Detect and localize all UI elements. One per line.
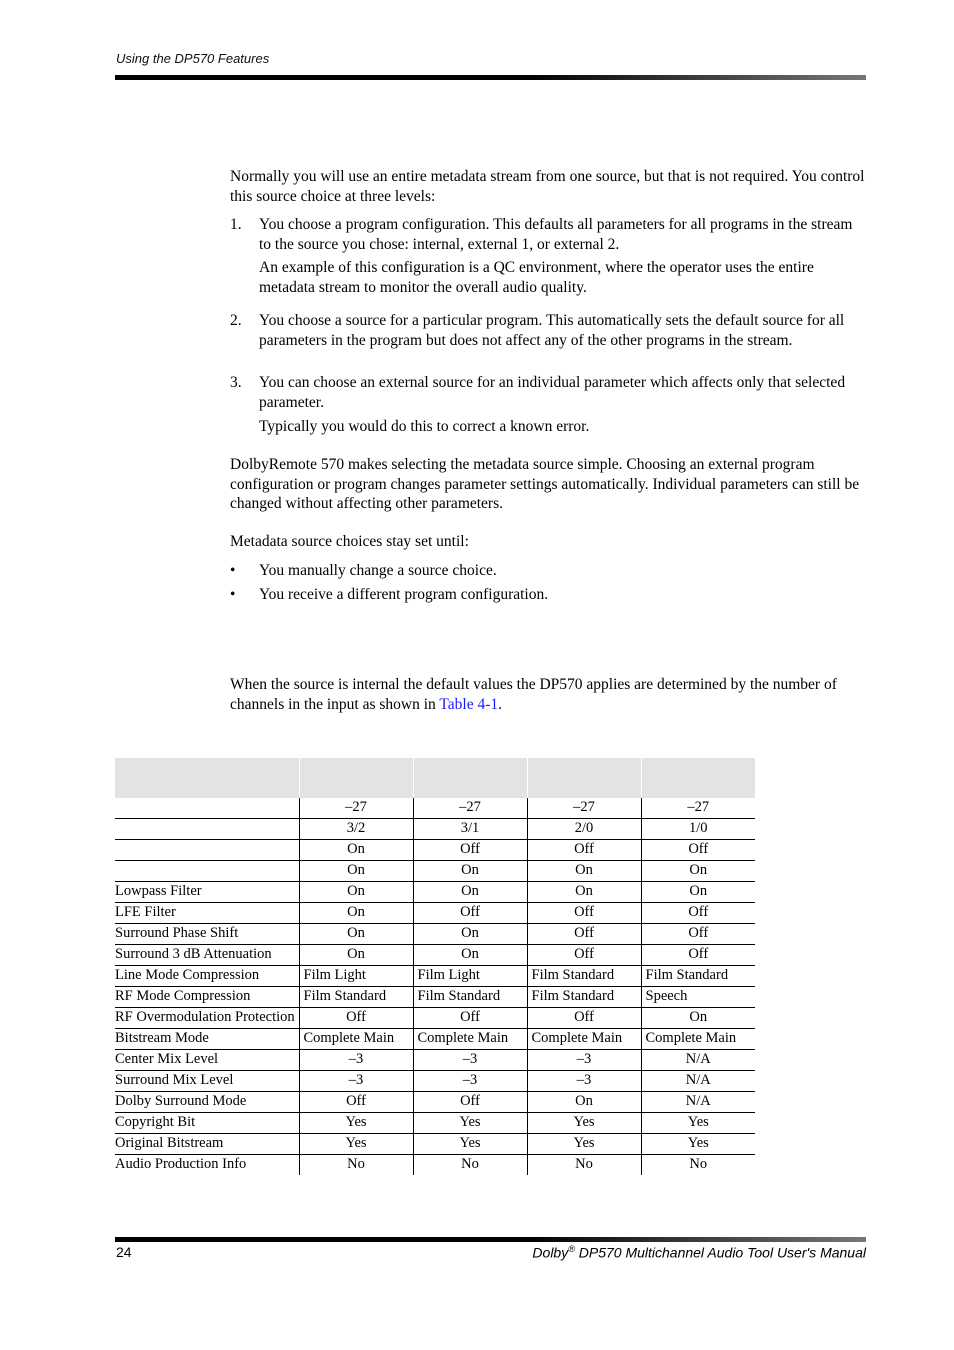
table-cell: Off — [413, 1008, 527, 1029]
table-cell: Off — [299, 1092, 413, 1113]
table-cell: –3 — [413, 1050, 527, 1071]
table-cell: On — [413, 945, 527, 966]
table-row — [115, 798, 755, 819]
table-cell: Yes — [413, 1134, 527, 1155]
row-label: Surround 3 dB Attenuation — [115, 945, 299, 966]
table-cell: Film Standard — [299, 987, 413, 1008]
table-row — [115, 1134, 755, 1155]
table-cell: Speech — [641, 987, 755, 1008]
running-header: Using the DP570 Features — [116, 51, 270, 66]
page-number: 24 — [116, 1244, 132, 1260]
table-body — [115, 798, 755, 1175]
table-cell: –27 — [527, 798, 641, 819]
table-row — [115, 882, 755, 903]
paragraph-internal-source — [230, 675, 866, 714]
table-header-row — [115, 758, 755, 798]
table-cell: Off — [527, 1008, 641, 1029]
table-header-cell — [299, 758, 413, 798]
table-cell: No — [527, 1155, 641, 1176]
row-label: Dolby Surround Mode — [115, 1092, 299, 1113]
table-cell: Yes — [641, 1113, 755, 1134]
table-row — [115, 1113, 755, 1134]
table-cell: On — [299, 903, 413, 924]
bullet-icon: • — [230, 562, 236, 579]
paragraph-end: . — [498, 695, 502, 713]
table-row — [115, 840, 755, 861]
table-cell: Complete Main — [641, 1029, 755, 1050]
table-cell: 2/0 — [527, 819, 641, 840]
table-row — [115, 966, 755, 987]
row-label — [115, 798, 299, 819]
row-label — [115, 840, 299, 861]
table-cell: Complete Main — [527, 1029, 641, 1050]
list-number: 3. — [230, 374, 242, 391]
table-cell: Off — [641, 924, 755, 945]
table-cell: Film Light — [299, 966, 413, 987]
table-cell: Yes — [527, 1134, 641, 1155]
row-label: Bitstream Mode — [115, 1029, 299, 1050]
table-cell: On — [299, 861, 413, 882]
table-cell: –27 — [299, 798, 413, 819]
table-cell: On — [413, 861, 527, 882]
table-cell: Complete Main — [413, 1029, 527, 1050]
table-cell: Yes — [527, 1113, 641, 1134]
table-cell: Off — [641, 903, 755, 924]
table-cell: Off — [413, 1092, 527, 1113]
registered-mark: ® — [568, 1244, 575, 1254]
table-cell: Yes — [299, 1134, 413, 1155]
table-cell: On — [527, 882, 641, 903]
table-cell: –3 — [527, 1071, 641, 1092]
table-cell: Film Standard — [413, 987, 527, 1008]
row-label: Surround Mix Level — [115, 1071, 299, 1092]
table-cell: Yes — [413, 1113, 527, 1134]
table-cell: Off — [413, 903, 527, 924]
table-cell: Yes — [299, 1113, 413, 1134]
table-header-cell — [413, 758, 527, 798]
table-cell: Film Standard — [641, 966, 755, 987]
table-row — [115, 1050, 755, 1071]
header-rule — [115, 75, 866, 80]
list-item-note: An example of this configuration is a QC environment, where the operator uses the entire metadata stream to monitor the overall audio quality. — [259, 259, 814, 296]
list-item: You choose a source for a particular program. This automatically sets the default source for all parameters in the program but does not affect any of the other programs in the stream. — [259, 312, 845, 349]
paragraph-dolbyremote: DolbyRemote 570 makes selecting the metadata source simple. Choosing an external program configuration or program changes parameter settings automatically. Individual parameters can still be changed without affecting other parameters. — [230, 456, 860, 512]
row-label: Audio Production Info — [115, 1156, 247, 1172]
table-cell: No — [299, 1155, 413, 1176]
table-cell: On — [413, 924, 527, 945]
table-cell: Off — [527, 840, 641, 861]
table-cell: Film Standard — [527, 987, 641, 1008]
table-cell: On — [299, 945, 413, 966]
paragraph-intro: Normally you will use an entire metadata stream from one source, but that is not required. You control this source choice at three levels: — [230, 168, 865, 205]
list-number: 2. — [230, 312, 242, 329]
table-cell: On — [299, 840, 413, 861]
table-cell: –3 — [299, 1050, 413, 1071]
table-row — [115, 1155, 755, 1176]
row-label — [115, 819, 299, 840]
table-cell: N/A — [641, 1050, 755, 1071]
table-row — [115, 987, 755, 1008]
table-cell: Film Standard — [527, 966, 641, 987]
table-cell: N/A — [641, 1071, 755, 1092]
table-cell: On — [299, 924, 413, 945]
table-cell: 3/1 — [413, 819, 527, 840]
row-label: LFE Filter — [115, 903, 299, 924]
table-row — [115, 1008, 755, 1029]
list-item: You choose a program configuration. This defaults all parameters for all programs in the stream to the source you chose: internal, external 1, or external 2. — [259, 216, 853, 253]
paragraph-text: When the source is internal the default values the DP570 applies are determined by the number of channels in the input as shown in — [230, 676, 837, 713]
row-label: RF Mode Compression — [115, 987, 299, 1008]
table-header-cell — [115, 758, 299, 798]
table-cell: Off — [641, 945, 755, 966]
table-cell: Off — [299, 1008, 413, 1029]
table-header-cell — [527, 758, 641, 798]
footer-brand: Dolby — [532, 1244, 569, 1261]
table-cell: Yes — [641, 1134, 755, 1155]
list-number: 1. — [230, 216, 242, 233]
row-label: RF Overmodulation Protection — [115, 1008, 299, 1029]
table-cell: –27 — [641, 798, 755, 819]
list-item-note: Typically you would do this to correct a known error. — [259, 418, 590, 435]
row-label: Copyright Bit — [115, 1113, 299, 1134]
bullet-item: You manually change a source choice. — [259, 562, 497, 579]
bullet-icon: • — [230, 586, 236, 603]
row-label: Lowpass Filter — [115, 882, 299, 903]
table-row — [115, 1029, 755, 1050]
table-row — [115, 945, 755, 966]
table-cell: No — [641, 1155, 755, 1176]
table-row — [115, 924, 755, 945]
paragraph-choices: Metadata source choices stay set until: — [230, 533, 469, 550]
defaults-table — [115, 758, 755, 1175]
row-label — [115, 861, 299, 882]
table-cell: 1/0 — [641, 819, 755, 840]
table-cell: –3 — [413, 1071, 527, 1092]
table-row — [115, 861, 755, 882]
table-cell: On — [527, 861, 641, 882]
table-cell: Off — [641, 840, 755, 861]
bullet-item: You receive a different program configuration. — [259, 586, 549, 603]
table-cell: Film Light — [413, 966, 527, 987]
table-cell: On — [299, 882, 413, 903]
row-label: Center Mix Level — [115, 1050, 299, 1071]
table-cell: Off — [413, 840, 527, 861]
table-cell: No — [413, 1155, 527, 1176]
table-cell: Off — [527, 903, 641, 924]
table-row — [115, 1092, 755, 1113]
table-row — [115, 903, 755, 924]
table-link[interactable]: Table 4-1 — [439, 695, 499, 713]
table-cell: N/A — [641, 1092, 755, 1113]
table-cell: Off — [527, 924, 641, 945]
footer-rule — [115, 1237, 866, 1242]
table-cell: On — [641, 882, 755, 903]
row-label: Original Bitstream — [115, 1134, 299, 1155]
table-header-cell — [641, 758, 755, 798]
table-cell: Off — [527, 945, 641, 966]
table-cell: –3 — [527, 1050, 641, 1071]
table-cell: 3/2 — [299, 819, 413, 840]
footer-title-rest: DP570 Multichannel Audio Tool User's Manual — [574, 1244, 866, 1261]
table-row — [115, 819, 755, 840]
table-cell: On — [641, 1008, 755, 1029]
row-label: Surround Phase Shift — [115, 924, 299, 945]
table-cell: –3 — [299, 1071, 413, 1092]
table-cell: On — [413, 882, 527, 903]
list-item: You can choose an external source for an individual parameter which affects only that selected parameter. — [259, 374, 846, 411]
table-cell: –27 — [413, 798, 527, 819]
row-label: Line Mode Compression — [115, 966, 299, 987]
table-cell: On — [641, 861, 755, 882]
table-cell: Complete Main — [299, 1029, 413, 1050]
footer-title — [532, 1244, 866, 1261]
table-row — [115, 1071, 755, 1092]
table-cell: On — [527, 1092, 641, 1113]
